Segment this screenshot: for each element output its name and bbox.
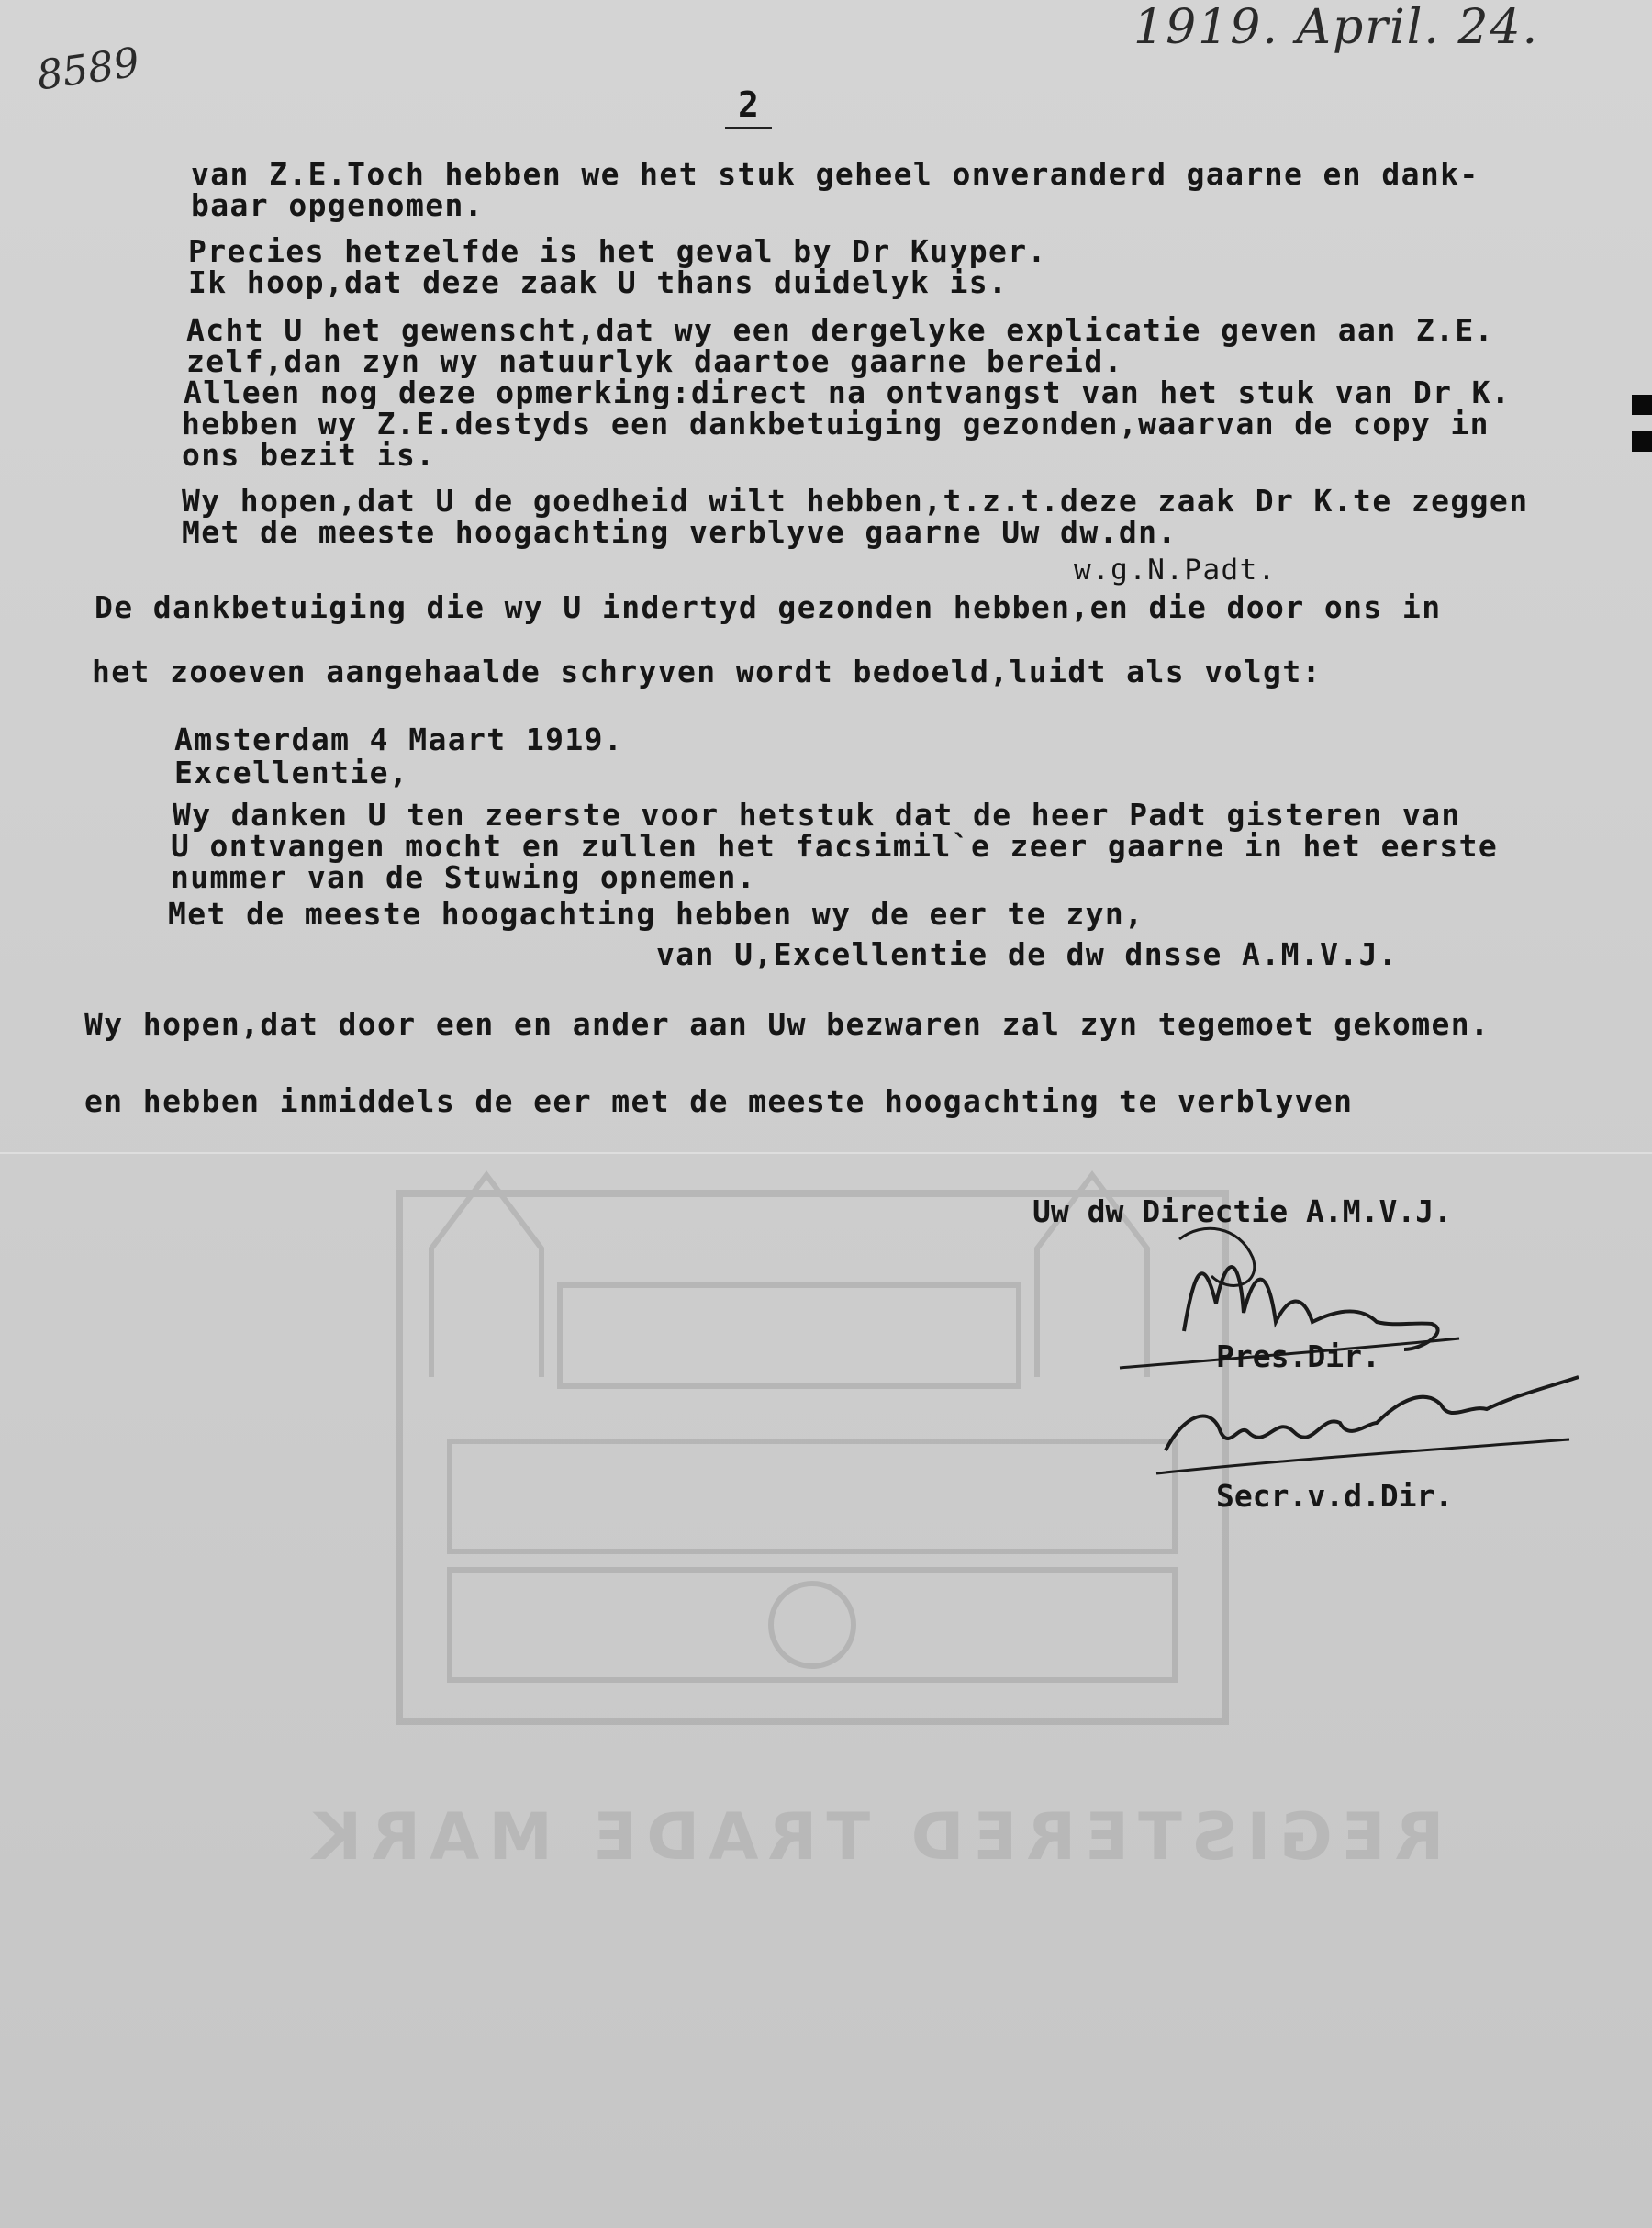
closing-line: en hebben inmiddels de eer met de meeste hoogachting te verblyven (84, 1083, 1354, 1119)
scan-edge-mark (1632, 431, 1652, 452)
text-line: van Z.E.Toch hebben we het stuk geheel onveranderd gaarne en dank- (191, 156, 1479, 192)
text-line: U ontvangen mocht en zullen het facsimil`e zeer gaarne in het eerste (171, 828, 1499, 864)
intro-line: het zooeven aangehaalde schryven wordt bedoeld,luidt als volgt: (92, 654, 1322, 689)
quoted-date: Amsterdam 4 Maart 1919. (174, 722, 624, 757)
paper-fold (0, 1152, 1652, 1154)
text-line: ons bezit is. (182, 437, 436, 473)
directie-line: Uw dw Directie A.M.V.J. (1032, 1193, 1452, 1229)
text-line: Met de meeste hoogachting hebben wy de eer te zyn, (168, 896, 1144, 932)
signature-padt: w.g.N.Padt. (1074, 554, 1277, 587)
text-line: Precies hetzelfde is het geval by Dr Kuyper. (188, 233, 1047, 269)
trademark-watermark: REGISTERED TRADE MARK (303, 1799, 1445, 1875)
text-line: baar opgenomen. (191, 187, 485, 223)
text-line: Wy hopen,dat U de goedheid wilt hebben,t.z.t.deze zaak Dr K.te zeggen (182, 483, 1529, 519)
text-line: hebben wy Z.E.destyds een dankbetuiging gezonden,waarvan de copy in (182, 406, 1490, 442)
page-number: 2 (725, 84, 772, 129)
text-line: Alleen nog deze opmerking:direct na ontvangst van het stuk van Dr K. (184, 375, 1512, 410)
secretary-signature (1147, 1368, 1588, 1487)
text-line: Wy danken U ten zeerste voor hetstuk dat de heer Padt gisteren van (173, 797, 1461, 833)
handwritten-date: 1919. April. 24. (1133, 0, 1540, 55)
closing-line: Wy hopen,dat door een en ander aan Uw bezwaren zal zyn tegemoet gekomen. (84, 1006, 1490, 1042)
text-line: zelf,dan zyn wy natuurlyk daartoe gaarne bereid. (186, 343, 1123, 379)
text-line: Met de meeste hoogachting verblyve gaarne Uw dw.dn. (182, 514, 1178, 550)
text-line: nummer van de Stuwing opnemen. (171, 859, 757, 895)
pres-dir-label: Pres.Dir. (1216, 1338, 1380, 1374)
quoted-salutation: Excellentie, (174, 755, 409, 790)
handwritten-ref-number: 8589 (33, 39, 142, 100)
scan-edge-mark (1632, 395, 1652, 415)
secr-dir-label: Secr.v.d.Dir. (1216, 1478, 1454, 1514)
text-line: van U,Excellentie de dw dnsse A.M.V.J. (656, 936, 1399, 972)
intro-line: De dankbetuiging die wy U indertyd gezonden hebben,en die door ons in (95, 589, 1442, 625)
text-line: Ik hoop,dat deze zaak U thans duidelyk is. (188, 264, 1009, 300)
text-line: Acht U het gewenscht,dat wy een dergelyke explicatie geven aan Z.E. (186, 312, 1494, 348)
